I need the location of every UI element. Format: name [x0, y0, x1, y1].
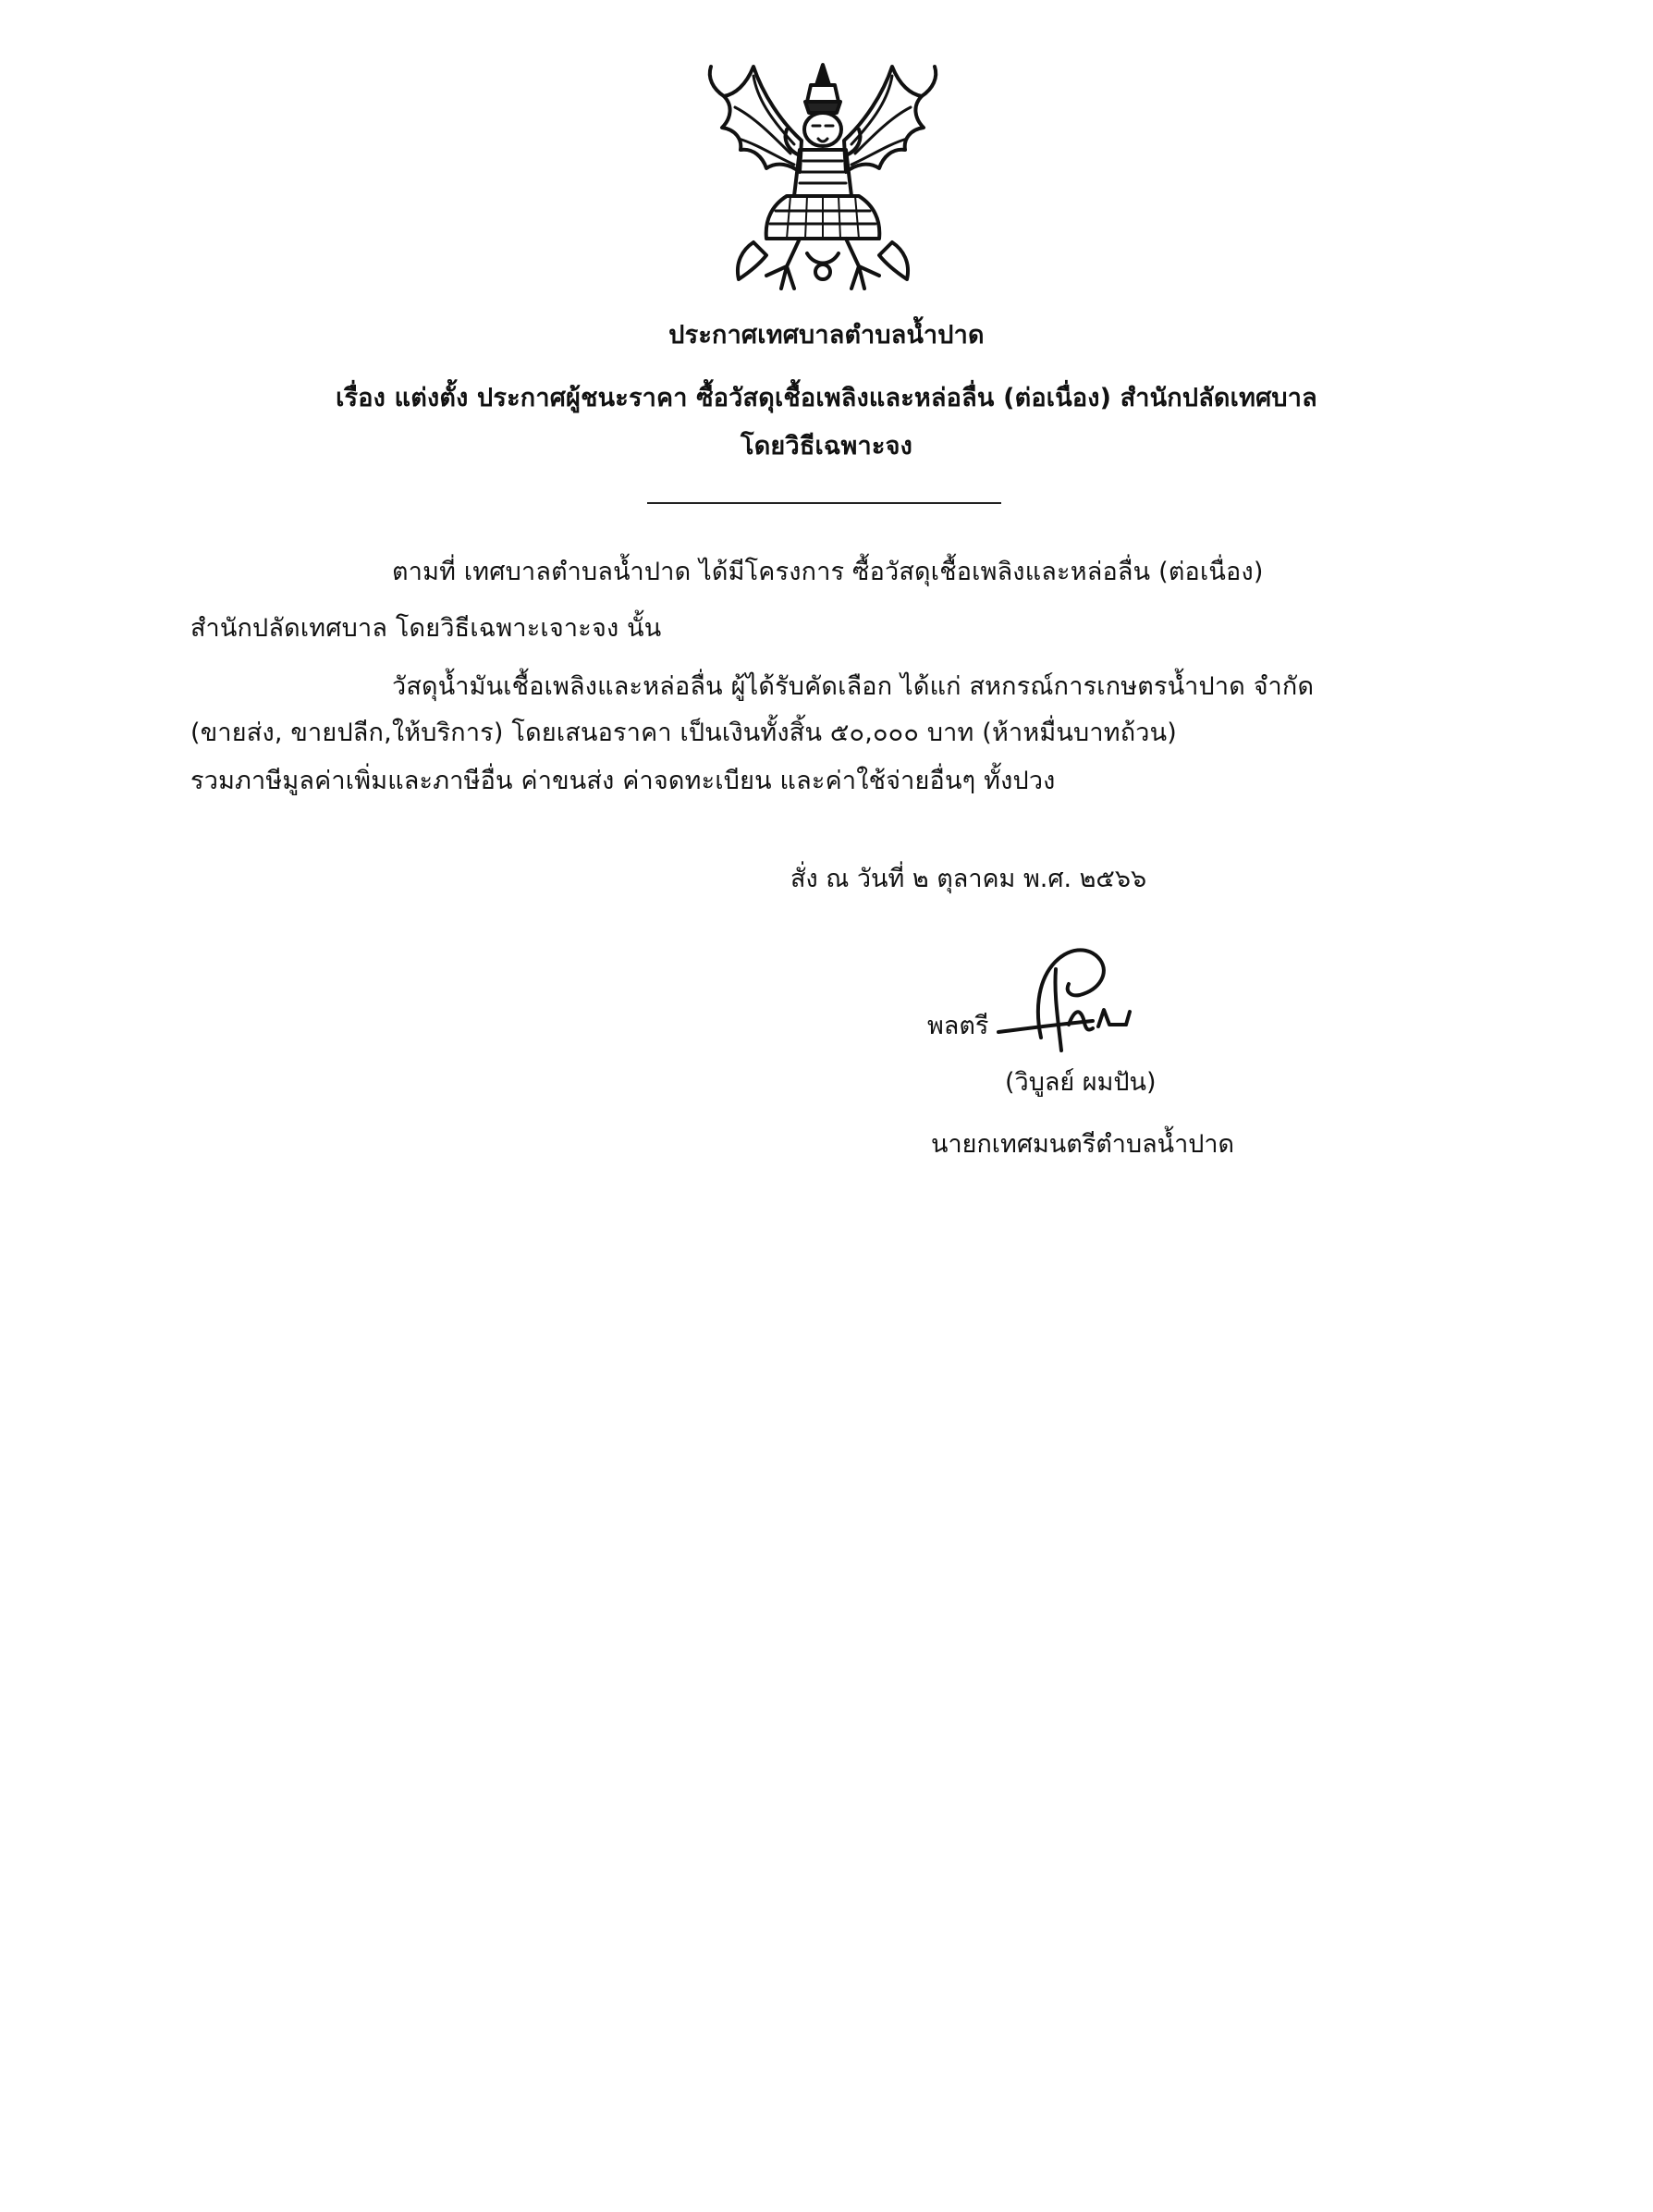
signer-name: (วิบูลย์ ผมปัน) [1005, 1068, 1157, 1097]
paragraph-2-line-2: (ขายส่ง, ขายปลีก,ให้บริการ) โดยเสนอราคา เป็นเงินทั้งสิ้น ๕๐,๐๐๐ บาท (ห้าหมื่นบาทถ้วน) [190, 719, 1178, 747]
paragraph-1-line-1: ตามที่ เทศบาลตำบลน้ำปาด ได้มีโครงการ ซื้อวัสดุเชื้อเพลิงและหล่อลื่น (ต่อเนื่อง) [392, 558, 1264, 586]
announcement-subject: เรื่อง แต่งตั้ง ประกาศผู้ชนะราคา ซื้อวัสดุเชื้อเพลิงและหล่อลื่น (ต่อเนื่อง) สำนักปลัดเทศบาล [336, 384, 1317, 412]
signer-position: นายกเทศมนตรีตำบลน้ำปาด [931, 1130, 1235, 1159]
garuda-emblem-icon [698, 57, 948, 300]
handwritten-signature [991, 936, 1157, 1061]
paragraph-2-line-1: วัสดุน้ำมันเชื้อเพลิงและหล่อลื่น ผู้ได้รับคัดเลือก ได้แก่ สหกรณ์การเกษตรน้ำปาด จำกัด [392, 672, 1315, 701]
issue-date: สั่ง ณ วันที่ ๒ ตุลาคม พ.ศ. ๒๕๖๖ [790, 865, 1147, 893]
paragraph-1-line-2: สำนักปลัดเทศบาล โดยวิธีเฉพาะเจาะจง นั้น [190, 614, 662, 643]
announcement-title: ประกาศเทศบาลตำบลน้ำปาด [668, 321, 985, 350]
announcement-subject-continued: โดยวิธีเฉพาะจง [741, 432, 912, 461]
title-separator [647, 502, 1001, 504]
signer-rank: พลตรี [927, 1012, 989, 1040]
paragraph-2-line-3: รวมภาษีมูลค่าเพิ่มและภาษีอื่น ค่าขนส่ง ค่าจดทะเบียน และค่าใช้จ่ายอื่นๆ ทั้งปวง [190, 767, 1056, 795]
